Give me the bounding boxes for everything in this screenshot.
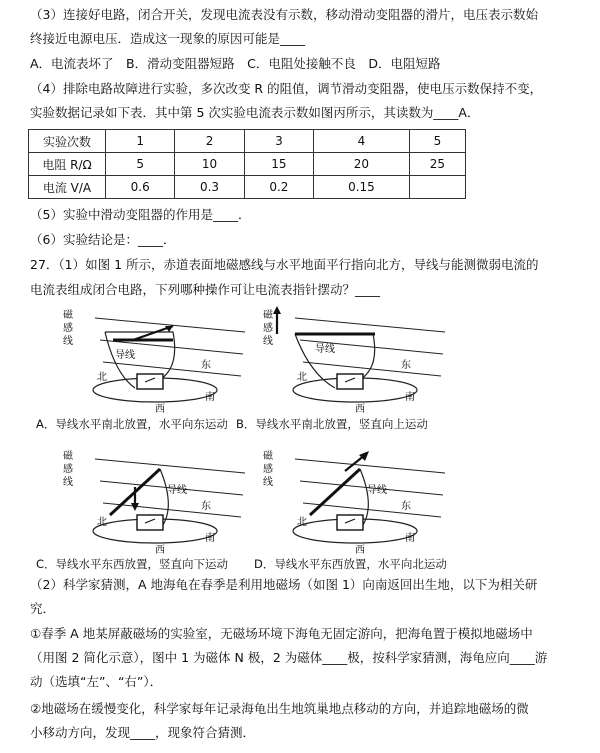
wire-label: 导线 [167, 485, 187, 496]
table-cell: 4 [314, 130, 410, 153]
figure-a [55, 304, 255, 414]
q4-line1: （4）排除电路故障进行实验，多次改变 R 的阻值，调节滑动变阻器，使电压示数保持不变， [30, 81, 543, 96]
table-row [29, 153, 466, 176]
north-label: 北 [97, 517, 107, 528]
table-row-label: 实验次数 [29, 130, 106, 153]
north-label: 北 [297, 372, 307, 383]
q27-line1: 27．（1）如图 1 所示，赤道表面地磁感线与水平地面平行指向北方，导线与能测微弱电流的 [30, 257, 539, 272]
east-label: 东 [401, 501, 411, 512]
wire-label: 导线 [115, 350, 135, 361]
q3-line1: （3）连接好电路，闭合开关，发现电流表没有示数，移动滑动变阻器的滑片，电压表示数始 [30, 7, 538, 22]
caption-a: A．导线水平南北放置，水平向东运动 [36, 417, 228, 431]
table-cell: 20 [314, 153, 410, 176]
data-table [28, 129, 466, 199]
q27-2-line2: 究． [30, 601, 56, 616]
table-cell: 0.6 [106, 176, 175, 199]
field-label-3: 线 [63, 477, 73, 488]
east-label: 东 [201, 501, 211, 512]
caption-d: D．导线水平东西放置，水平向北运动 [254, 557, 447, 571]
table-cell: 0.15 [314, 176, 410, 199]
field-label-1: 磁 [63, 451, 73, 462]
table-cell: 0.2 [244, 176, 313, 199]
south-label: 南 [205, 392, 215, 403]
east-label: 东 [401, 360, 411, 371]
table-cell: 5 [106, 153, 175, 176]
q5-text: （5）实验中滑动变阻器的作用是____． [30, 207, 251, 222]
q3-line2: 终接近电源电压．造成这一现象的原因可能是____ [30, 31, 306, 46]
table-cell: 25 [409, 153, 465, 176]
field-label-3: 线 [63, 336, 73, 347]
figure-b [255, 304, 455, 414]
figure-d [255, 445, 455, 555]
wire-label: 导线 [367, 485, 387, 496]
south-label: 南 [405, 392, 415, 403]
ammeter [137, 374, 163, 389]
north-label: 北 [297, 517, 307, 528]
caption-c: C．导线水平东西放置，竖直向下运动 [36, 557, 229, 571]
q4-line2: 实验数据记录如下表．其中第 5 次实验电流表示数如图丙所示，其读数为____A． [30, 105, 480, 120]
field-label-3: 线 [263, 336, 273, 347]
east-label: 东 [201, 360, 211, 371]
field-label-1: 磁 [63, 310, 73, 321]
west-label: 西 [155, 545, 165, 555]
q27-2-p1-line3: 动（选填“左”、“右”）． [30, 674, 163, 689]
table-cell: 1 [106, 130, 175, 153]
arrow-head [273, 306, 281, 314]
table-cell: 10 [175, 153, 244, 176]
table-cell: 0.3 [175, 176, 244, 199]
table-row [29, 130, 466, 153]
field-label-2: 感 [63, 323, 73, 334]
field-label-2: 感 [63, 464, 73, 475]
south-label: 南 [405, 533, 415, 544]
table-cell: 5 [409, 130, 465, 153]
table-row [29, 176, 466, 199]
table-row-label: 电流 V/A [29, 176, 106, 199]
caption-b: B．导线水平南北放置，竖直向上运动 [236, 417, 428, 431]
q27-2-p2-line1: ②地磁场在缓慢变化，科学家每年记录海龟出生地筑巢地点移动的方向，并追踪地磁场的微 [30, 701, 529, 716]
field-label-2: 感 [263, 464, 273, 475]
north-label: 北 [97, 372, 107, 383]
west-label: 西 [155, 404, 165, 414]
table-cell: 3 [244, 130, 313, 153]
ammeter [337, 374, 363, 389]
west-label: 西 [355, 404, 365, 414]
ammeter [137, 515, 163, 530]
south-label: 南 [205, 533, 215, 544]
table-cell [409, 176, 465, 199]
field-label-2: 感 [263, 323, 273, 334]
q27-2-p1-line2: （用图 2 简化示意），图中 1 为磁体 N 极，2 为磁体____极，按科学家猜测，海龟应向____游 [30, 650, 548, 665]
q27-2-line1: （2）科学家猜测，A 地海龟在春季是利用地磁场（如图 1）向南返回出生地，以下为相关研 [30, 577, 538, 592]
field-label-1: 磁 [263, 451, 273, 462]
q27-line2: 电流表组成闭合电路，下列哪种操作可让电流表指针摆动？____ [30, 282, 381, 297]
q6-text: （6）实验结论是：____． [30, 232, 176, 247]
field-label-1: 磁 [263, 310, 273, 321]
table-cell: 2 [175, 130, 244, 153]
field-label-3: 线 [263, 477, 273, 488]
west-label: 西 [355, 545, 365, 555]
q27-2-p2-line2: 小移动方向，发现____，现象符合猜测． [30, 725, 256, 740]
wire-label: 导线 [315, 344, 335, 355]
ammeter [337, 515, 363, 530]
q3-options: A．电流表坏了 B．滑动变阻器短路 C．电阻处接触不良 D．电阻短路 [30, 56, 441, 71]
figure-c [55, 445, 255, 555]
table-row-label: 电阻 R/Ω [29, 153, 106, 176]
q27-2-p1-line1: ①春季 A 地某屏蔽磁场的实验室，无磁场环境下海龟无固定游向，把海龟置于模拟地磁场中 [30, 626, 533, 641]
table-cell: 15 [244, 153, 313, 176]
